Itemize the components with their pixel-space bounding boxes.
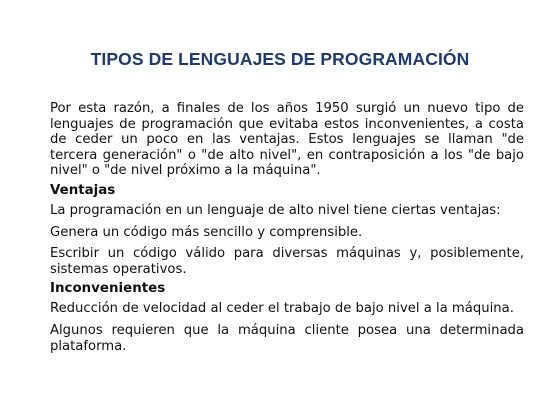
slide-content (50, 101, 524, 354)
ventajas-item: Escribir un código válido para diversas máquinas y, posiblemente, sistemas operativos. (50, 246, 524, 277)
ventajas-item: La programación en un lenguaje de alto nivel tiene ciertas ventajas: (50, 202, 501, 218)
inconvenientes-heading: Inconvenientes (50, 281, 166, 297)
ventajas-heading: Ventajas (50, 182, 116, 198)
ventajas-item: Genera un código más sencillo y comprensible. (50, 224, 363, 240)
intro-paragraph: Por esta razón, a finales de los años 1950 surgió un nuevo tipo de lenguajes de programación que evitaba estos inconvenientes, a costa de ceder un poco en las ventajas. Estos lenguajes se llaman "de tercera generación" o "de alto nivel", en contraposición a los "de bajo nivel" o "de nivel próximo a la máquina". (50, 101, 524, 179)
slide-title: TIPOS DE LENGUAJES DE PROGRAMACIÓN (90, 49, 470, 69)
inconvenientes-item: Algunos requieren que la máquina cliente posea una determinada plataforma. (50, 322, 524, 354)
inconvenientes-item: Reducción de velocidad al ceder el trabajo de bajo nivel a la máquina. (50, 301, 514, 317)
